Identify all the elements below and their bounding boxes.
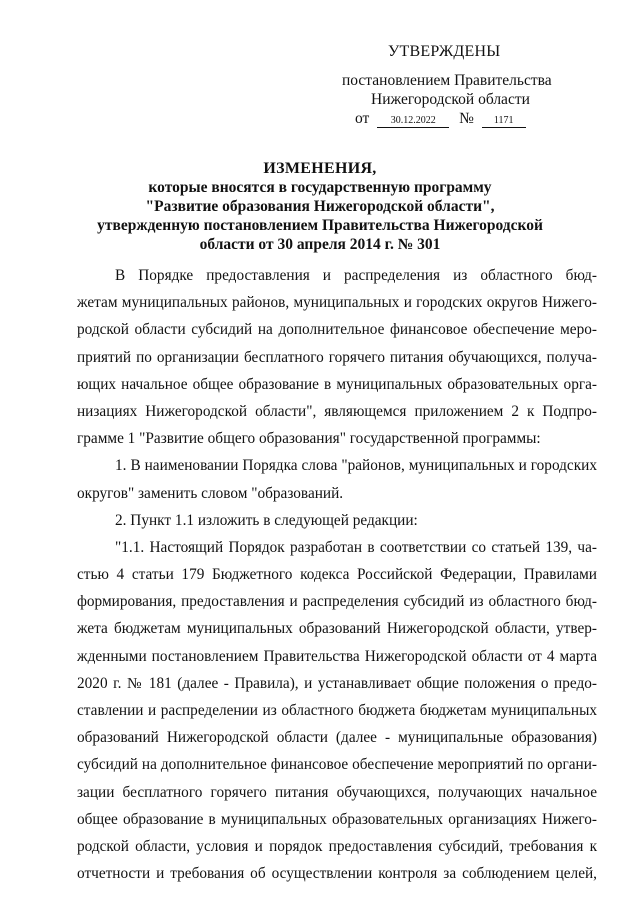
body-line: низациях Нижегородской области", являющемся приложением 2 к Подпро-: [77, 402, 597, 420]
approval-line-date-number: [355, 110, 526, 128]
body-line: стью 4 статьи 179 Бюджетного кодекса Российской Федерации, Правилами: [77, 566, 597, 584]
heading-title: ИЗМЕНЕНИЯ,: [263, 160, 377, 177]
heading-line: области от 30 апреля 2014 г. № 301: [199, 236, 441, 253]
body-line: жетам муниципальных районов, муниципальных и городских округов Нижего-: [77, 294, 597, 312]
approved-stamp-title: УТВЕРЖДЕНЫ: [388, 43, 501, 60]
heading-line: утвержденную постановлением Правительства Нижегородской: [97, 217, 543, 234]
body-line: В Порядке предоставления и распределения из областного бюд-: [115, 267, 597, 284]
body-line: ющих начальное общее образование в муниципальных образовательных орга-: [77, 375, 597, 393]
body-line: ставлении и распределении из областного бюджета бюджетам муниципальных: [77, 702, 597, 719]
body-line: грамме 1 "Развитие общего образования" государственной программы:: [77, 430, 541, 448]
body-line: общее образование в муниципальных образовательных организациях Нижего-: [77, 810, 597, 828]
body-line: "1.1. Настоящий Порядок разработан в соответствии со статьей 139, ча-: [115, 538, 597, 556]
approval-number: 1171: [482, 115, 526, 128]
body-line: 2020 г. № 181 (далее - Правила), и устанавливает общие положения о предо-: [77, 674, 597, 692]
approval-line-resolution: постановлением Правительства: [342, 72, 552, 89]
document-body: [77, 262, 597, 887]
number-sign: №: [459, 110, 474, 127]
from-label: от: [355, 110, 370, 127]
approval-line-region: Нижегородской области: [371, 91, 530, 108]
body-line: приятий по организации бесплатного горячего питания обучающихся, получа-: [77, 348, 597, 366]
body-line: родской области субсидий на дополнительное финансовое обеспечение меро-: [77, 321, 597, 339]
body-line: жденными постановлением Правительства Нижегородской области от 4 марта: [77, 647, 597, 665]
body-line: субсидий на дополнительное финансовое обеспечение мероприятий по органи-: [77, 756, 597, 774]
body-line: 1. В наименовании Порядка слова "районов, муниципальных и городских: [115, 457, 597, 475]
heading-line: которые вносятся в государственную программу: [148, 179, 492, 196]
body-line: жета бюджетам муниципальных образований Нижегородской области, утвер-: [77, 620, 597, 638]
body-line: образований Нижегородской области (далее - муниципальные образования): [77, 729, 597, 747]
approval-date: 30.12.2022: [377, 115, 449, 128]
body-line: отчетности и требования об осуществлении контроля за соблюдением целей,: [77, 865, 597, 883]
body-line: родской области, условия и порядок предоставления субсидий, требования к: [77, 837, 597, 855]
body-line: зации бесплатного горячего питания обучающихся, получающих начальное: [77, 783, 597, 801]
document-heading: [0, 159, 640, 254]
body-line: формирования, предоставления и распределения субсидий из областного бюд-: [77, 593, 597, 611]
body-line: округов" заменить словом "образований.: [77, 484, 344, 502]
heading-line: "Развитие образования Нижегородской области",: [145, 198, 495, 215]
body-line: 2. Пункт 1.1 изложить в следующей редакции:: [115, 511, 418, 529]
